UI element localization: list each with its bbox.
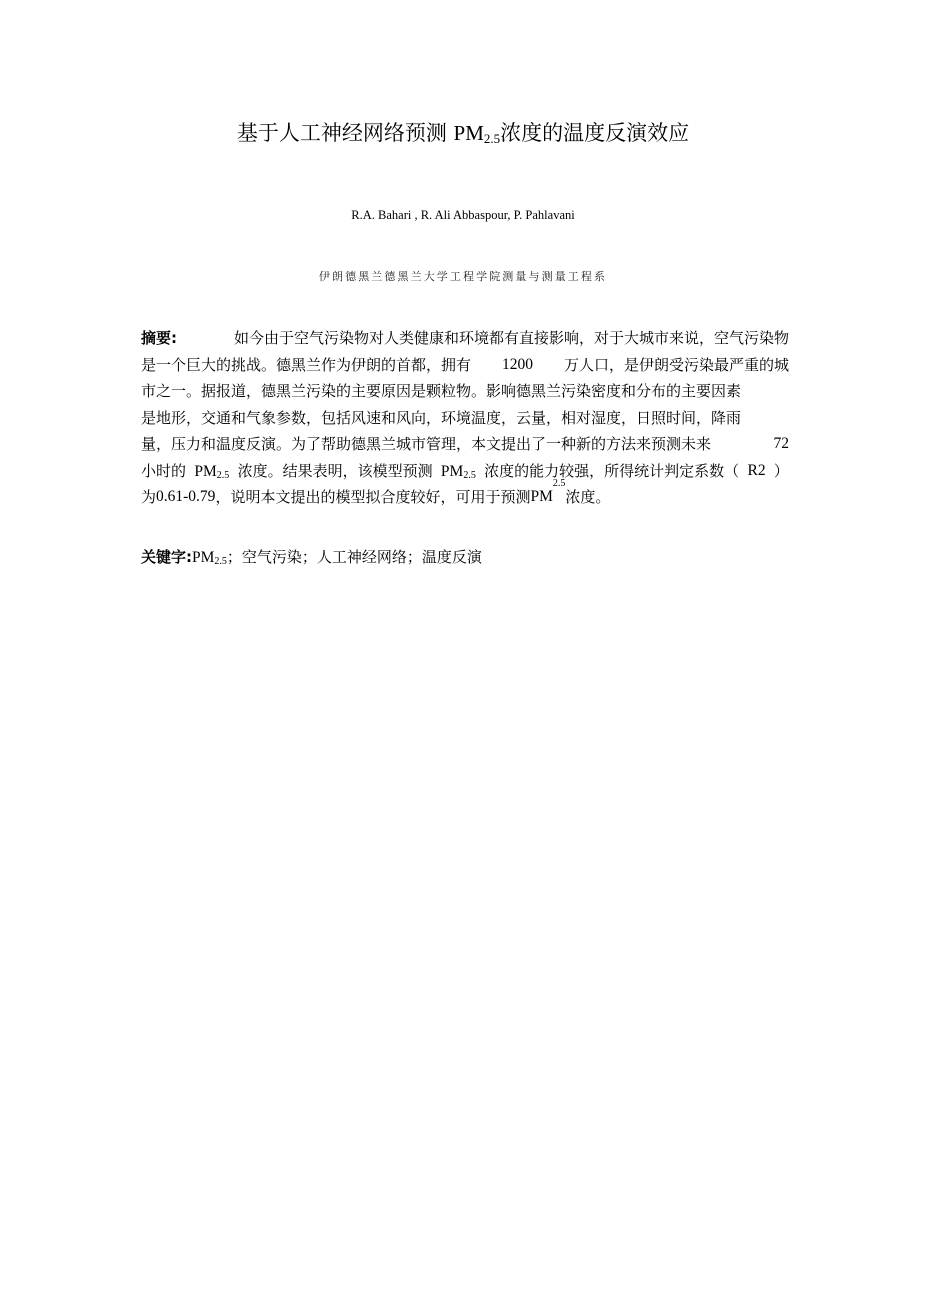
abstract-text: 为	[141, 488, 157, 506]
abstract-label: 摘要:	[141, 329, 177, 347]
abstract-text: 量，压力和温度反演。为了帮助德黑兰城市管理，本文提出了一种新的方法来预测未来	[141, 435, 712, 453]
abstract-line	[141, 352, 789, 379]
abstract-text: 浓度的能力较强，所得统计判定系数（	[484, 461, 740, 480]
paper-title	[0, 118, 926, 148]
affiliation: 伊朗德黑兰德黑兰大学工程学院测量与测量工程系	[318, 270, 608, 283]
abstract-text: 是地形，交通和气象参数，包括风速和风向，环境温度，云量，相对湿度，日照时间，降雨	[141, 408, 742, 427]
keywords-pm-subscript: 2.5	[214, 556, 227, 567]
abstract-number: 0.61-0.79	[156, 488, 216, 505]
abstract-line	[141, 378, 789, 405]
abstract-pm: PM	[194, 462, 217, 480]
abstract-pm-subscript: 2.5	[216, 469, 230, 481]
title-prefix: 基于人工神经网络预测	[236, 121, 454, 145]
abstract-text: ）	[773, 461, 789, 480]
keywords	[141, 544, 482, 570]
abstract-line	[141, 458, 789, 485]
abstract-pm-subscript: 2.5	[463, 469, 476, 481]
abstract-line	[141, 325, 789, 352]
abstract-number: 72	[773, 435, 789, 452]
abstract-text: 浓度。	[565, 488, 611, 506]
authors: R.A. Bahari , R. Ali Abbaspour, P. Pahlavani	[351, 208, 575, 222]
keywords-pm: PM	[192, 549, 215, 566]
abstract-text: 是一个巨大的挑战。德黑兰作为伊朗的首都，拥有	[141, 355, 472, 374]
abstract-line	[141, 478, 789, 511]
abstract	[141, 325, 789, 511]
abstract-number: 1200	[502, 355, 533, 373]
abstract-line	[141, 405, 789, 432]
abstract-r2: R2	[747, 461, 766, 479]
title-suffix: 浓度的温度反演效应	[500, 121, 690, 145]
abstract-pm: PM	[440, 462, 464, 480]
abstract-pm-subscript: 2.5	[552, 478, 566, 489]
keywords-list: ；空气污染；人工神经网络；温度反演	[226, 548, 482, 566]
abstract-text: 万人口，是伊朗受污染最严重的城	[563, 355, 789, 374]
abstract-text: 小时的	[141, 461, 187, 480]
abstract-text: 浓度。结果表明，该模型预测	[237, 461, 433, 480]
abstract-line	[141, 431, 789, 458]
keywords-label: 关键字:	[141, 548, 192, 566]
abstract-pm: PM	[530, 488, 553, 505]
abstract-text: 市之一。据报道，德黑兰污染的主要原因是颗粒物。影响德黑兰污染密度和分布的主要因素	[141, 382, 742, 400]
abstract-text: 如今由于空气污染物对人类健康和环境都有直接影响，对于大城市来说，空气污染物	[233, 329, 789, 347]
abstract-text: ，说明本文提出的模型拟合度较好，可用于预测	[215, 488, 531, 506]
title-pm: PM	[453, 121, 484, 145]
title-pm-subscript: 2.5	[483, 131, 501, 146]
